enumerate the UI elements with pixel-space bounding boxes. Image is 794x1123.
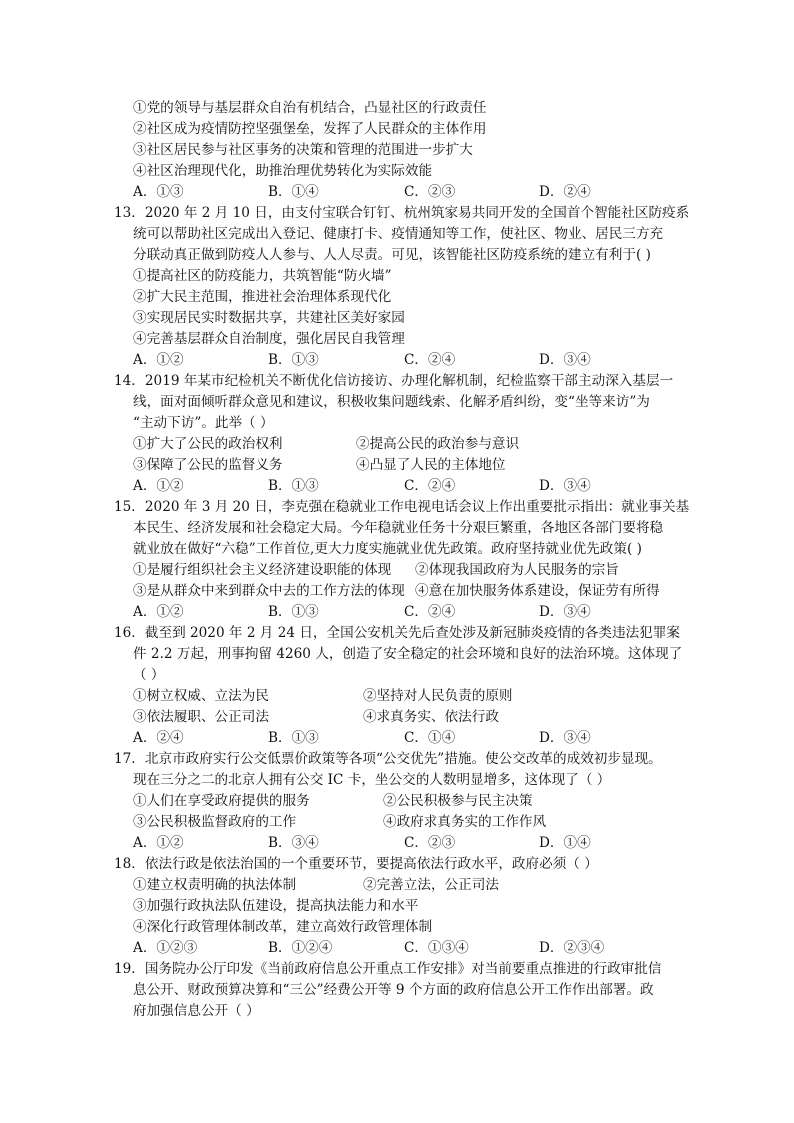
q13-item-2: ②扩大民主范围，推进社会治理体系现代化 xyxy=(133,289,392,305)
q17-option-b: B．③④ xyxy=(268,835,319,851)
q12-option-a: A．①③ xyxy=(133,184,184,200)
q17-item-1: ①人们在享受政府提供的服务 xyxy=(133,793,310,809)
q17-item-3: ③公民积极监督政府的工作 xyxy=(133,814,297,830)
q18-option-c: C．①③④ xyxy=(404,940,469,956)
q17-option-a: A．①② xyxy=(133,835,184,851)
q13-option-a: A．①② xyxy=(133,352,184,368)
q14-item-4: ④凸显了人民的主体地位 xyxy=(356,457,506,473)
q14-item-1: ①扩大了公民的政治权利 xyxy=(133,436,283,452)
q15-item-4: ④意在加快服务体系建设，保证劳有所得 xyxy=(415,583,660,599)
q18-option-d: D．②③④ xyxy=(539,940,605,956)
q16-option-c: C．①④ xyxy=(404,730,456,746)
q14-item-3: ③保障了公民的监督义务 xyxy=(133,457,283,473)
q13-option-d: D．③④ xyxy=(539,352,591,368)
q13-item-3: ③实现居民实时数据共享，共建社区美好家园 xyxy=(133,310,405,326)
q17-stem-line-1: 17．北京市政府实行公交低票价政策等各项“公交优先”措施。使公交改革的成效初步显现。 xyxy=(114,751,662,767)
q19-stem-line-2: 息公开、财政预算决算和“三公”经费公开等 9 个方面的政府信息公开工作作出部署。政 xyxy=(133,982,654,998)
q17-item-2: ②公民积极参与民主决策 xyxy=(383,793,533,809)
q16-item-4: ④求真务实、依法行政 xyxy=(363,709,499,725)
q14-option-a: A．①② xyxy=(133,478,184,494)
q15-item-3: ③是从群众中来到群众中去的工作方法的体现 xyxy=(133,583,405,599)
q15-stem-line-3: 就业放在做好“六稳”工作首位,更大力度实施就业优先政策。政府坚持就业优先政策( ) xyxy=(133,541,642,557)
q12-item-1: ①党的领导与基层群众自治有机结合，凸显社区的行政责任 xyxy=(133,100,487,116)
q15-item-1: ①是履行组织社会主义经济建设职能的体现 xyxy=(133,562,392,578)
q18-item-1: ①建立权责明确的执法体制 xyxy=(133,877,297,893)
q16-stem-line-2: 件 2.2 万起，刑事拘留 4260 人，创造了安全稳定的社会环境和良好的法治环境。这体现了 xyxy=(133,646,683,662)
q14-stem-line-3: “主动下访”。此举（ ） xyxy=(133,415,274,431)
q18-stem-line-1: 18．依法行政是依法治国的一个重要环节，要提高依法行政水平，政府必须（ ） xyxy=(114,856,598,872)
q12-option-c: C．②③ xyxy=(404,184,456,200)
q13-item-1: ①提高社区的防疫能力，共筑智能“防火墙” xyxy=(133,268,392,284)
q19-stem-line-1: 19．国务院办公厅印发《当前政府信息公开重点工作安排》对当前要重点推进的行政审批信 xyxy=(114,961,662,977)
q17-item-4: ④政府求真务实的工作作风 xyxy=(383,814,547,830)
q13-option-c: C．②④ xyxy=(404,352,456,368)
q13-option-b: B．①③ xyxy=(268,352,319,368)
q14-option-b: B．①③ xyxy=(268,478,319,494)
q17-stem-line-2: 现在三分之二的北京人拥有公交 IC 卡，坐公交的人数明显增多，这体现了（ ） xyxy=(133,772,611,788)
q16-option-d: D．③④ xyxy=(539,730,591,746)
q17-option-c: C．②③ xyxy=(404,835,456,851)
q13-stem-line-1: 13．2020 年 2 月 10 日，由支付宝联合钉钉、杭州筑家易共同开发的全国首个智能社区防疫系 xyxy=(114,205,690,221)
q16-stem-line-1: 16．截至到 2020 年 2 月 24 日，全国公安机关先后查处涉及新冠肺炎疫情的各类违法犯罪案 xyxy=(114,625,680,641)
q18-option-a: A．①②③ xyxy=(133,940,198,956)
q16-option-b: B．①③ xyxy=(268,730,319,746)
q15-option-c: C．②④ xyxy=(404,604,456,620)
q13-stem-line-2: 统可以帮助社区完成出入登记、健康打卡、疫情通知等工作，使社区、物业、居民三方充 xyxy=(133,226,664,242)
q16-option-a: A．②④ xyxy=(133,730,184,746)
q18-item-2: ②完善立法，公正司法 xyxy=(363,877,499,893)
q15-option-b: B．①③ xyxy=(268,604,319,620)
q15-stem-line-1: 15．2020 年 3 月 20 日，李克强在稳就业工作电视电话会议上作出重要批示指出：就业事关基 xyxy=(114,499,690,515)
q15-option-d: D．③④ xyxy=(539,604,591,620)
q16-stem-line-3: （ ） xyxy=(133,667,165,683)
q14-option-c: C．②④ xyxy=(404,478,456,494)
q16-item-2: ②坚持对人民负责的原则 xyxy=(363,688,513,704)
q12-item-3: ③社区居民参与社区事务的决策和管理的范围进一步扩大 xyxy=(133,142,473,158)
q14-stem-line-1: 14．2019 年某市纪检机关不断优化信访接访、办理化解机制，纪检监察干部主动深入基层一 xyxy=(114,373,674,389)
q15-option-a: A．①② xyxy=(133,604,184,620)
q15-item-2: ②体现我国政府为人民服务的宗旨 xyxy=(415,562,619,578)
q13-item-4: ④完善基层群众自治制度，强化居民自我管理 xyxy=(133,331,405,347)
q13-stem-line-3: 分联动真正做到防疫人人参与、人人尽责。可见，该智能社区防疫系统的建立有利于( ) xyxy=(133,247,651,263)
q17-option-d: D．①④ xyxy=(539,835,591,851)
q14-stem-line-2: 线，面对面倾听群众意见和建议，积极收集问题线索、化解矛盾纠纷，变“坐等来访”为 xyxy=(133,394,650,410)
q14-item-2: ②提高公民的政治参与意识 xyxy=(356,436,520,452)
q12-item-4: ④社区治理现代化，助推治理优势转化为实际效能 xyxy=(133,163,433,179)
q12-option-d: D．②④ xyxy=(539,184,591,200)
q16-item-1: ①树立权威、立法为民 xyxy=(133,688,269,704)
q19-stem-line-3: 府加强信息公开（ ） xyxy=(133,1003,260,1019)
q15-stem-line-2: 本民生、经济发展和社会稳定大局。今年稳就业任务十分艰巨繁重，各地区各部门要将稳 xyxy=(133,520,664,536)
q16-item-3: ③依法履职、公正司法 xyxy=(133,709,269,725)
q18-item-4: ④深化行政管理体制改革，建立高效行政管理体制 xyxy=(133,919,433,935)
q14-option-d: D．③④ xyxy=(539,478,591,494)
q12-item-2: ②社区成为疫情防控坚强堡垒，发挥了人民群众的主体作用 xyxy=(133,121,487,137)
q12-option-b: B．①④ xyxy=(268,184,319,200)
q18-option-b: B．①②④ xyxy=(268,940,333,956)
q18-item-3: ③加强行政执法队伍建设，提高执法能力和水平 xyxy=(133,898,419,914)
